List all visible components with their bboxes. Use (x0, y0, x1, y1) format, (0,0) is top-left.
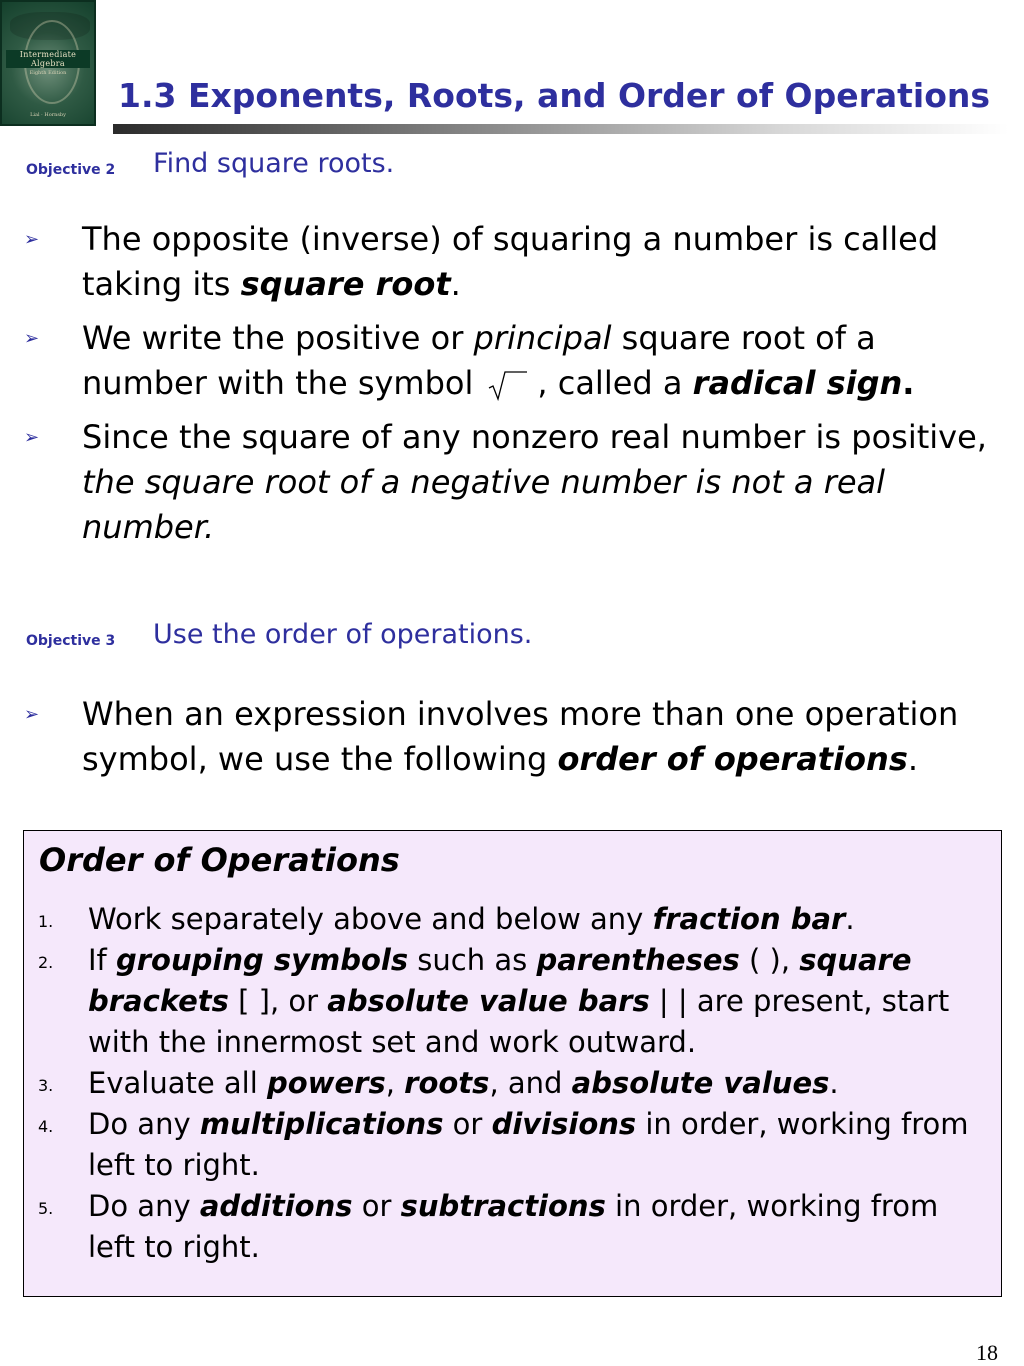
bullet-text: Since the square of any nonzero real number is positive, (82, 418, 987, 456)
book-authors: Lial · Hornsby (30, 112, 66, 118)
list-item (24, 1063, 984, 1104)
step-emphasis: parentheses (536, 943, 740, 977)
step-text: Work separately above and below any (88, 902, 653, 936)
book-title: Intermediate Algebra (6, 50, 90, 68)
bullet-emphasis: square root (240, 265, 451, 303)
step-emphasis: absolute value bars (327, 984, 650, 1018)
order-of-operations-box (23, 830, 1002, 1297)
step-text: Do any (88, 1107, 200, 1141)
list-item (24, 899, 984, 940)
bullet-emphasis: radical sign (692, 364, 903, 402)
step-text: , and (489, 1066, 572, 1100)
step-text: such as (408, 943, 537, 977)
radical-sign-icon (487, 368, 527, 402)
bullet-text: . (907, 740, 919, 778)
list-item (0, 316, 1010, 406)
step-text: | | are present, start with the innermost set and work outward. (88, 984, 950, 1059)
bullet-text: square root of a number with the symbol (82, 319, 876, 402)
step-text: [ ], or (228, 984, 328, 1018)
list-item (24, 1186, 984, 1268)
step-emphasis: powers (267, 1066, 386, 1100)
steps-list (24, 899, 984, 1268)
step-emphasis: square brackets (88, 943, 912, 1018)
bullet-text: , called a (537, 364, 693, 402)
arrow-bullet-icon: ➢ (24, 328, 40, 349)
bullet-emphasis: order of operations (557, 740, 908, 778)
objective-3-label: Objective 3 (26, 633, 116, 649)
list-item (24, 940, 984, 1063)
step-emphasis: additions (199, 1189, 353, 1223)
step-emphasis: roots (404, 1066, 490, 1100)
step-emphasis: multiplications (199, 1107, 444, 1141)
header-divider-bar (113, 124, 1009, 134)
step-number: 4. (38, 1117, 54, 1136)
bullet-emphasis: the square root of a negative number is not a real number. (82, 463, 886, 546)
objective-3-row (26, 619, 726, 655)
step-number: 5. (38, 1199, 54, 1218)
bullet-text: . (902, 364, 915, 402)
objective-2-text: Find square roots. (153, 148, 395, 179)
step-emphasis: absolute values (571, 1066, 830, 1100)
bullet-text: We write the positive or (82, 319, 474, 357)
step-emphasis: divisions (491, 1107, 637, 1141)
objective-2-row (26, 148, 626, 184)
bullet-list-1 (0, 217, 1010, 559)
page-number: 18 (976, 1340, 998, 1365)
step-text: in order, working from left to right. (88, 1107, 969, 1182)
book-cover-image (0, 0, 96, 126)
step-text: Evaluate all (88, 1066, 267, 1100)
step-number: 1. (38, 912, 54, 931)
bullet-text: The opposite (inverse) of squaring a number is called taking its (82, 220, 939, 303)
step-text: , (385, 1066, 405, 1100)
step-text: Do any (88, 1189, 200, 1223)
list-item (0, 692, 1010, 782)
list-item (0, 415, 1010, 550)
step-text: ( ), (739, 943, 800, 977)
step-text: . (845, 902, 855, 936)
slide-title: 1.3 Exponents, Roots, and Order of Operations (118, 76, 991, 115)
bullet-emphasis: principal (473, 319, 612, 357)
arrow-bullet-icon: ➢ (24, 704, 40, 725)
arrow-bullet-icon: ➢ (24, 229, 40, 250)
step-text: . (829, 1066, 839, 1100)
objective-3-text: Use the order of operations. (153, 619, 533, 650)
step-text: or (352, 1189, 401, 1223)
list-item (0, 217, 1010, 307)
step-number: 2. (38, 953, 54, 972)
bullet-text: . (450, 265, 461, 303)
box-title: Order of Operations (39, 841, 400, 879)
step-emphasis: fraction bar (652, 902, 846, 936)
step-emphasis: grouping symbols (115, 943, 409, 977)
list-item (24, 1104, 984, 1186)
step-text: in order, working from left to right. (88, 1189, 939, 1264)
bullet-text: When an expression involves more than one operation symbol, we use the following (82, 695, 959, 778)
bullet-list-2 (0, 692, 1010, 791)
step-number: 3. (38, 1076, 54, 1095)
arrow-bullet-icon: ➢ (24, 427, 40, 448)
step-text: or (443, 1107, 492, 1141)
step-text: If (88, 943, 116, 977)
objective-2-label: Objective 2 (26, 162, 116, 178)
book-edition: Eighth Edition (29, 70, 67, 76)
step-emphasis: subtractions (400, 1189, 606, 1223)
